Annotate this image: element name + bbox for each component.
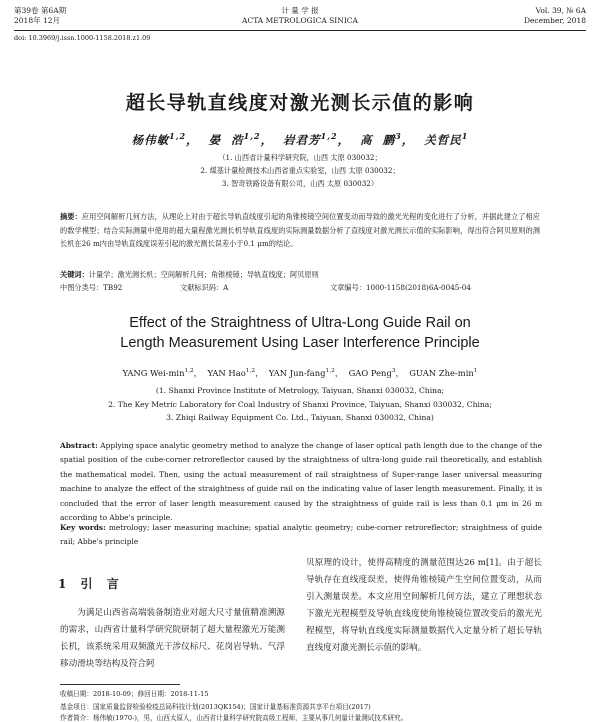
header-vol-no: Vol. 39, № 6A <box>535 6 586 15</box>
abstract-en-text: Applying space analytic geometry method to analyze the change of laser optical path length due to the change of the spatial position of the cube-corner retroreflector caused by the straightness of ultra-long guide rail theoretically, and establish the mathematical model. Then, using the actual measurement of rail straightness of Super-range laser universal measuring machine to analyze the effect of the straightness of guide rail on the indicating value of laser length measurement. Finally, it is concluded that the error of laser length measurement caused by the straightness of guide rail is less than 0.1 μm in 26 m according to Abbe's principle. <box>60 441 542 523</box>
abstract-en-label: Abstract: <box>60 441 98 450</box>
title-en-line-2: Length Measurement Using Laser Interference Principle <box>120 335 480 351</box>
affiliations-en <box>0 384 600 425</box>
document-code: 文献标识码：A <box>180 283 229 292</box>
clc-number: 中图分类号：TB92 <box>60 283 123 292</box>
classification-row <box>60 283 540 293</box>
affiliation-en-2: 2. The Key Metric Laboratory for Coal Industry of Shanxi Province, Taiyuan, Shanxi 030032, China; <box>108 399 492 409</box>
keywords-cn-label: 关键词： <box>60 270 89 279</box>
affiliation-cn-2: 2. 煤基计量检测技术山西省重点实验室，山西 太原 030032； <box>200 166 400 175</box>
body-text-right-column: 贝原理的设计，使得高精度的测量范围达26 m[1]。由于超长导轨存在直线度误差，使得角锥棱镜产生空间位置变动，从而引入测量误差。本文应用空间解析几何方法，建立了理想状态下激光光程模型及导轨直线度使角锥棱镜位置改变后的激光光程模型，将导轨直线度实际测量数据代入定量分析了超长导轨直线度对激光测长示值的影响。 <box>306 558 542 653</box>
abstract-cn-label: 摘要： <box>60 212 82 221</box>
header-journal-en: ACTA METROLOGICA SINICA <box>242 16 358 25</box>
doi: doi: 10.3969/j.issn.1000-1158.2018.z1.09 <box>14 34 151 42</box>
authors-en: YANG Wei-$\min^{1,2}$， YAN Hao$^{1,2}$， YAN Jun-fang$^{1,2}$， GAO Peng$^3$， GUAN Zhe-$\min^1$ <box>122 368 478 378</box>
section-heading-introduction: 1 引 言 <box>58 577 124 591</box>
body-text-left-column: 为满足山西省高端装备制造业对超大尺寸量值精准溯源的需求，山西省计量科学研究院研制了超大量程激光万能测长机，该系统采用双频激光干涉仪标尺、花岗岩导轨、气浮移动滑块等结构及符合阿 <box>60 608 285 669</box>
header-journal-cn: 计 量 学 报 <box>281 6 319 15</box>
abstract-cn <box>60 210 540 251</box>
footnote-author-bio: 作者简介：杨伟敏(1970-)，男，山西太原人，山西省计量科学研究院高级工程师，主要从事几何量计量测试技术研究。 <box>60 714 408 722</box>
footnote-received: 收稿日期：2018-10-09；修回日期：2018-11-15 <box>60 690 209 698</box>
title-cn: 超长导轨直线度对激光测长示值的影响 <box>125 92 475 114</box>
footnote-funding: 基金项目：国家质量监督检验检疫总局科技计划(2013QK154)；国家计量基标准资源共享平台项目(2017) <box>60 703 371 711</box>
keywords-en <box>60 521 542 549</box>
header-journal-name <box>14 6 586 26</box>
title-en-line-1: Effect of the Straightness of Ultra-Long Guide Rail on <box>129 315 471 331</box>
affiliation-cn-1: （1. 山西省计量科学研究院，山西 太原 030032； <box>218 153 382 162</box>
title-en <box>0 313 600 353</box>
footnote-rule <box>60 684 180 685</box>
abstract-cn-text: 应用空间解析几何方法，从理论上对由于超长导轨直线度引起的角锥棱镜空间位置变动而导致的激光光程的变化进行了分析，并据此建立了相应的数学模型；结合实际测量中使用的超大量程激光测长机导轨直线度的实际测量数据分析了直线度对激光测长示值的实际影响，得出符合阿贝原则的测长机在26 m内由导轨直线度误差引起的激光测长误差小于0.1 μm的结论。 <box>60 212 540 249</box>
keywords-cn <box>60 268 540 281</box>
journal-header <box>14 6 586 28</box>
affiliation-en-1: (1. Shanxi Province Institute of Metrology, Taiyuan, Shanxi 030032, China; <box>155 386 445 395</box>
affiliations-cn <box>0 151 600 190</box>
keywords-cn-text: 计量学；激光测长机；空间解析几何；角锥棱镜；导轨直线度；阿贝原则 <box>88 270 319 279</box>
affiliation-cn-3: 3. 智奇铁路设备有限公司，山西 太原 030032） <box>221 179 379 188</box>
header-rule <box>14 30 586 31</box>
keywords-en-label: Key words: <box>60 523 106 532</box>
header-year-month: 2018年 12月 <box>14 16 61 25</box>
keywords-en-text: metrology; laser measuring machine; spatial analytic geometry; cube-corner retroreflector; straightness of guide rail; Abbe's principle <box>60 523 543 546</box>
header-date-en: December, 2018 <box>523 16 586 25</box>
abstract-en <box>60 439 542 525</box>
article-number: 文章编号：1000-1158(2018)6A-0045-04 <box>330 283 471 292</box>
authors-cn: 杨伟敏$^{1,2}$， 晏 浩$^{1,2}$， 岩君芳$^{1,2}$， 高 鹏$^3$， 关哲民$^1$ <box>131 131 469 147</box>
affiliation-en-3: 3. Zhiqi Railway Equipment Co. Ltd., Taiyuan, Shanxi 030032, China) <box>166 413 434 423</box>
header-volume-issue: 第39卷 第6A期 <box>14 6 67 15</box>
header-volume-en <box>524 6 586 26</box>
